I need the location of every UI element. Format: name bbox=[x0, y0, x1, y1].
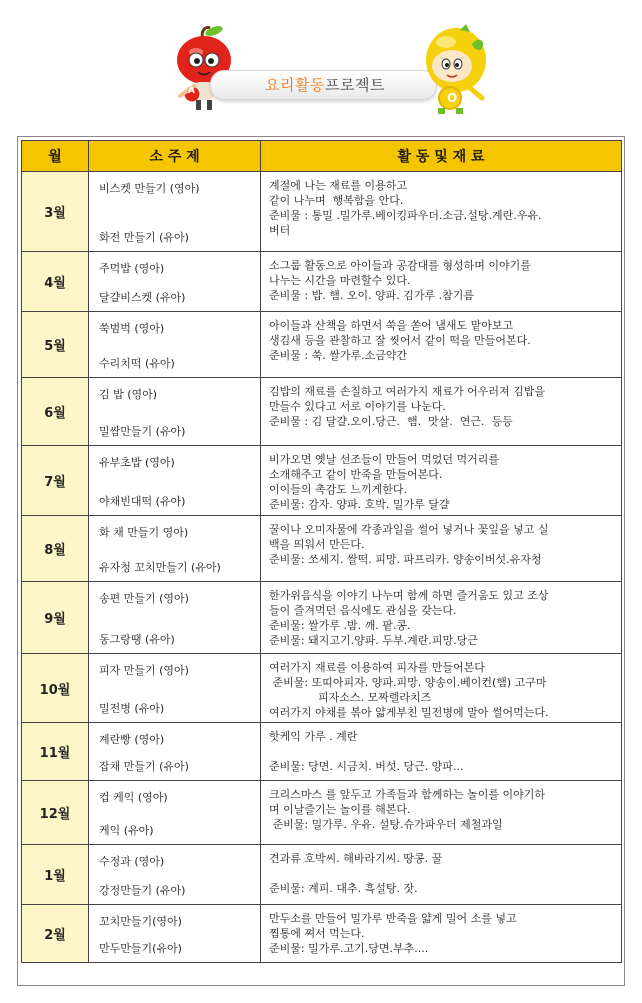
month-cell: 9월 bbox=[22, 582, 89, 654]
activity-line bbox=[269, 744, 617, 759]
activity-line: 준비물: 감자. 양파. 호박. 밀가루 달걀 bbox=[269, 498, 450, 511]
activity-line: 준비물: 밀가루. 우유. 설탕.슈가파우더 제철과일 bbox=[269, 818, 503, 831]
activity-line: 며 이날즐기는 놀이를 해본다. bbox=[269, 803, 411, 816]
topic-cell bbox=[89, 723, 261, 781]
topic-child: 만두만들기(유아) bbox=[99, 942, 182, 955]
activity-line: 꿀이나 오미자물에 각종과일을 썰어 넣거나 꽃잎을 넣고 실 bbox=[269, 523, 549, 536]
month-cell: 5월 bbox=[22, 312, 89, 378]
activity-cell bbox=[261, 172, 622, 252]
topic-cell bbox=[89, 582, 261, 654]
activity-line: 한가위음식을 이야기 나누며 함께 하면 즐거움도 있고 조상 bbox=[269, 589, 549, 602]
topic-cell bbox=[89, 446, 261, 516]
activity-line: 소개해주고 같이 반죽을 만들어본다. bbox=[269, 468, 443, 481]
month-cell: 8월 bbox=[22, 516, 89, 582]
table-row bbox=[22, 516, 622, 582]
topic-cell bbox=[89, 905, 261, 963]
topic-toddler: 유부초밥 (영아) bbox=[99, 456, 175, 469]
activity-line: 계절에 나는 재료를 이용하고 bbox=[269, 179, 408, 192]
topic-toddler: 송편 만들기 (영아) bbox=[99, 592, 189, 605]
month-cell: 12월 bbox=[22, 781, 89, 845]
activity-cell bbox=[261, 781, 622, 845]
topic-child: 야채빈대떡 (유아) bbox=[99, 495, 186, 508]
table-row bbox=[22, 582, 622, 654]
activity-line: 여러가지 재료를 이용하여 피자를 만들어본다 bbox=[269, 661, 485, 674]
activity-line: 나누는 시간을 마련할수 있다. bbox=[269, 274, 411, 287]
table-row bbox=[22, 172, 622, 252]
lemon-letter: O bbox=[447, 91, 458, 105]
month-cell: 2월 bbox=[22, 905, 89, 963]
month-cell: 4월 bbox=[22, 252, 89, 312]
month-cell: 7월 bbox=[22, 446, 89, 516]
column-header-activity: 활 동 및 재 료 bbox=[261, 141, 622, 172]
topic-toddler: 수정과 (영아) bbox=[99, 855, 165, 868]
topic-cell bbox=[89, 378, 261, 446]
activity-line: 준비물 : 김 달걀.오이.당근. 햄. 맛살. 연근. 등등 bbox=[269, 415, 513, 428]
activity-line: 준비물 : 쑥. 쌀가루.소금약간 bbox=[269, 349, 408, 362]
topic-child: 강정만들기 (유아) bbox=[99, 884, 186, 897]
activity-cell bbox=[261, 446, 622, 516]
topic-cell bbox=[89, 845, 261, 905]
activity-cell bbox=[261, 905, 622, 963]
activity-line: 준비물: 밀가루.고기.당면.부추.... bbox=[269, 942, 429, 955]
table-header-row bbox=[22, 141, 622, 172]
topic-toddler: 꼬치만들기(영아) bbox=[99, 915, 182, 928]
activity-cell bbox=[261, 312, 622, 378]
table-row bbox=[22, 845, 622, 905]
table-row bbox=[22, 378, 622, 446]
page-title bbox=[265, 74, 385, 95]
activity-cell bbox=[261, 516, 622, 582]
topic-toddler: 화 채 만들기 영아) bbox=[99, 526, 189, 539]
topic-child: 수리치떡 (유아) bbox=[99, 357, 175, 370]
topic-child: 밀전병 (유아) bbox=[99, 702, 165, 715]
activity-line: 비가오면 옛날 선조들이 만들어 먹었던 먹거리를 bbox=[269, 453, 500, 466]
apple-letter: A bbox=[188, 86, 195, 96]
table-row bbox=[22, 905, 622, 963]
column-header-topic: 소 주 제 bbox=[89, 141, 261, 172]
activity-line: 준비물: 계피. 대추. 흑설탕. 잣. bbox=[269, 882, 418, 895]
table-row bbox=[22, 252, 622, 312]
table-row bbox=[22, 654, 622, 723]
topic-child: 달걀비스켓 (유아) bbox=[99, 291, 186, 304]
activity-line: 찜통에 쪄서 먹는다. bbox=[269, 927, 365, 940]
activity-cell bbox=[261, 252, 622, 312]
activity-line: 여러가지 야채를 볶아 얇게부친 밀전병에 말아 썰어먹는다. bbox=[269, 706, 549, 719]
activity-line: 준비물: 당면. 시금치. 버섯. 당근. 양파... bbox=[269, 760, 464, 773]
topic-toddler: 김 밥 (영아) bbox=[99, 388, 158, 401]
topic-toddler: 컵 케익 (영아) bbox=[99, 791, 168, 804]
table-row bbox=[22, 312, 622, 378]
cooking-plan-table bbox=[21, 140, 622, 963]
topic-cell bbox=[89, 312, 261, 378]
table-row bbox=[22, 446, 622, 516]
topic-cell bbox=[89, 172, 261, 252]
activity-line: 준비물: 쌀가루 .밤. 깨. 팥.콩. bbox=[269, 619, 411, 632]
topic-toddler: 피자 만들기 (영아) bbox=[99, 664, 189, 677]
activity-line: 준비물: 쏘세지. 쌀떡. 피망. 파프리카. 양송이버섯.유자청 bbox=[269, 553, 542, 566]
activity-line: 같이 나누며 행복함을 안다. bbox=[269, 194, 404, 207]
topic-toddler: 주먹밥 (영아) bbox=[99, 262, 165, 275]
activity-cell bbox=[261, 378, 622, 446]
topic-cell bbox=[89, 781, 261, 845]
activity-line: 백을 띄워서 만든다. bbox=[269, 538, 365, 551]
month-cell: 11월 bbox=[22, 723, 89, 781]
activity-line: 아이들과 산책을 하면서 쑥을 쏟어 냄새도 맡아보고 bbox=[269, 319, 514, 332]
topic-cell bbox=[89, 654, 261, 723]
activity-line: 소그룹 활동으로 아이들과 공감대를 형성하며 이야기를 bbox=[269, 259, 531, 272]
activity-line: 준비물 : 밥. 햄. 오이. 양파. 김가루 .참기름 bbox=[269, 289, 475, 302]
topic-toddler: 쑥범벅 (영아) bbox=[99, 322, 165, 335]
topic-toddler: 비스켓 만들기 (영아) bbox=[99, 182, 200, 195]
month-cell: 3월 bbox=[22, 172, 89, 252]
plan-table-frame bbox=[17, 136, 625, 986]
activity-line: 피자소스. 모짜렐라치즈 bbox=[269, 691, 432, 704]
table-row bbox=[22, 781, 622, 845]
topic-child: 유자청 꼬치만들기 (유아) bbox=[99, 561, 221, 574]
header-banner bbox=[170, 22, 490, 117]
topic-cell bbox=[89, 516, 261, 582]
month-cell: 6월 bbox=[22, 378, 89, 446]
activity-line: 만들수 있다고 서로 이야기를 나눈다. bbox=[269, 400, 446, 413]
activity-cell bbox=[261, 582, 622, 654]
month-cell: 1월 bbox=[22, 845, 89, 905]
activity-line: 준비물 : 통밀 .밀가루.베이킹파우더.소금.설탕.계란.우유. bbox=[269, 209, 542, 222]
activity-line: 준비물: 또띠아피자. 양파.피망. 양송이.베이컨(햄) 고구마 bbox=[269, 676, 547, 689]
table-row bbox=[22, 723, 622, 781]
activity-line: 버터 bbox=[269, 224, 291, 237]
activity-line: 준비물: 돼지고기.양파. 두부.계란.피망.당근 bbox=[269, 634, 478, 647]
topic-child: 화전 만들기 (유아) bbox=[99, 231, 189, 244]
activity-cell bbox=[261, 654, 622, 723]
activity-line: 크리스마스 를 앞두고 가족들과 함께하는 놀이를 이야기하 bbox=[269, 788, 546, 801]
topic-child: 케익 (유아) bbox=[99, 824, 154, 837]
activity-line: 생김새 등을 관찰하고 잘 씻어서 같이 떡을 만들어본다. bbox=[269, 334, 531, 347]
activity-line: 들이 즐겨먹던 음식에도 관심을 갖는다. bbox=[269, 604, 457, 617]
activity-line: 김밥의 재료를 손질하고 여러가지 재료가 어우러져 김밥을 bbox=[269, 385, 546, 398]
activity-cell bbox=[261, 723, 622, 781]
month-cell: 10월 bbox=[22, 654, 89, 723]
title-rest: 프로젝트 bbox=[324, 76, 385, 94]
title-highlight: 요리활동 bbox=[265, 76, 325, 94]
topic-child: 잡채 만들기 (유아) bbox=[99, 760, 189, 773]
activity-line: 이이들의 촉감도 느끼게한다. bbox=[269, 483, 408, 496]
activity-cell bbox=[261, 845, 622, 905]
activity-line: 만두소를 만들어 밀가루 반죽을 얇게 밀어 소를 넣고 bbox=[269, 912, 517, 925]
activity-line bbox=[269, 866, 617, 881]
activity-line: 견과류 호박씨. 해바라기씨. 땅콩. 꿀 bbox=[269, 852, 443, 865]
column-header-month: 월 bbox=[22, 141, 89, 172]
topic-toddler: 계란빵 (영아) bbox=[99, 733, 165, 746]
topic-child: 밀쌈만들기 (유아) bbox=[99, 425, 186, 438]
topic-child: 동그랑땡 (유아) bbox=[99, 633, 175, 646]
topic-cell bbox=[89, 252, 261, 312]
activity-line: 핫케익 가루 . 계란 bbox=[269, 730, 358, 743]
